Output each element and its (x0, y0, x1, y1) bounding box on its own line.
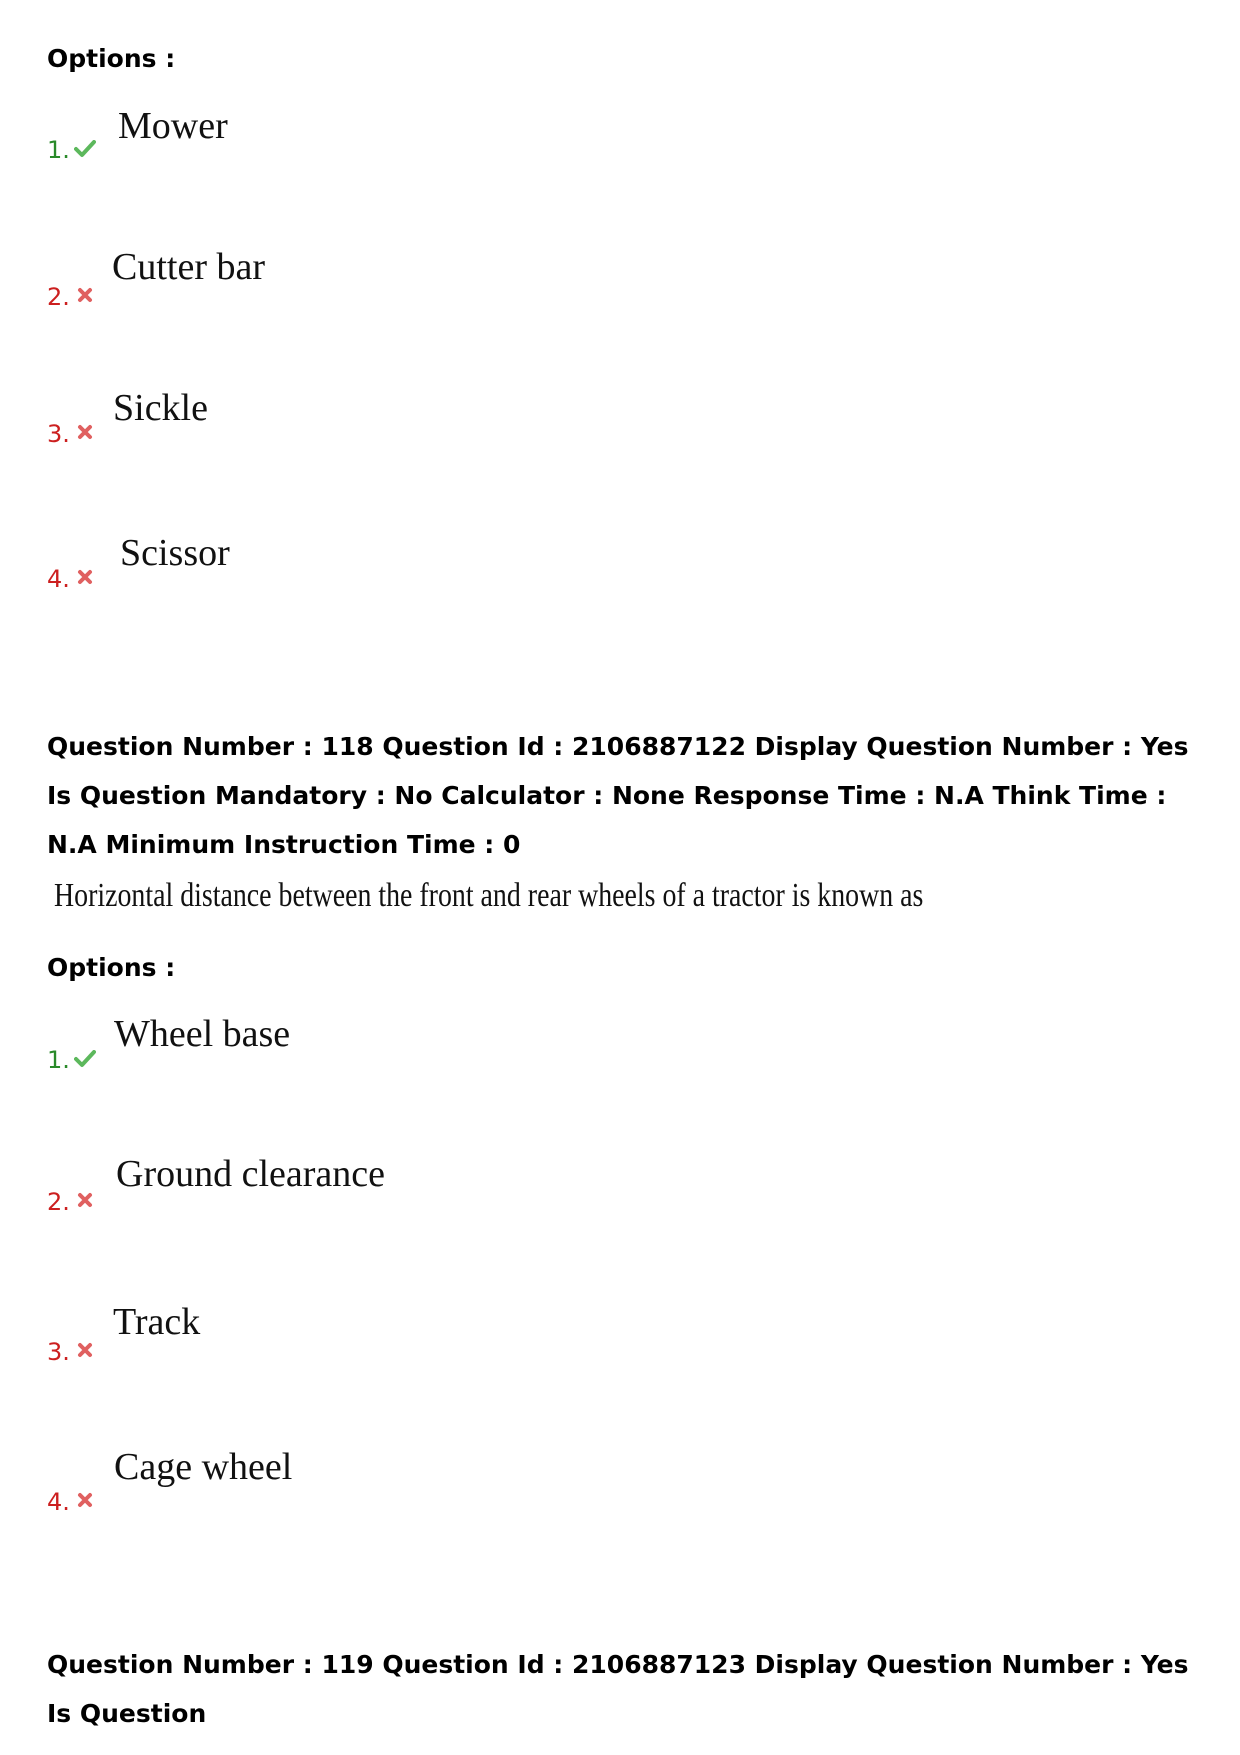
cross-icon (77, 1342, 93, 1362)
option-text: Track (113, 1301, 201, 1343)
option-number: 4. (47, 1488, 70, 1516)
option-text: Wheel base (114, 1013, 291, 1055)
options-label: Options : (47, 953, 176, 982)
option-row (47, 1012, 647, 1092)
check-icon (74, 140, 96, 162)
cross-icon (77, 1492, 93, 1512)
option-row (47, 245, 647, 325)
option-row (47, 100, 647, 180)
option-text: Ground clearance (116, 1153, 386, 1195)
cross-icon (77, 424, 93, 444)
option-text: Scissor (120, 532, 230, 574)
option-text: Cage wheel (114, 1446, 293, 1488)
check-icon (74, 1050, 96, 1072)
option-text: Cutter bar (112, 246, 266, 288)
option-row (47, 387, 647, 470)
question-meta: Question Number : 119 Question Id : 2106887123 Display Question Number : Yes Is Question (47, 1650, 1189, 1728)
option-row (47, 1445, 647, 1525)
cross-icon (77, 569, 93, 589)
option-number: 3. (47, 1338, 70, 1366)
option-number: 1. (47, 136, 70, 164)
options-label: Options : (47, 44, 176, 73)
option-row (47, 532, 647, 615)
option-text: Sickle (113, 387, 208, 429)
option-row (47, 1152, 647, 1232)
cross-icon (77, 287, 93, 307)
option-number: 3. (47, 420, 70, 448)
question-text: Horizontal distance between the front and rear wheels of a tractor is known as (54, 877, 924, 914)
option-row (47, 1300, 647, 1380)
option-text: Mower (118, 105, 228, 147)
option-number: 2. (47, 283, 70, 311)
option-number: 1. (47, 1046, 70, 1074)
option-number: 4. (47, 565, 70, 593)
question-meta: Question Number : 118 Question Id : 2106887122 Display Question Number : Yes Is Question Mandatory : No Calculator : None Response Time : N.A Think Time : N.A Minimum Instruction Time : 0 (47, 732, 1189, 859)
cross-icon (77, 1192, 93, 1212)
option-number: 2. (47, 1188, 70, 1216)
